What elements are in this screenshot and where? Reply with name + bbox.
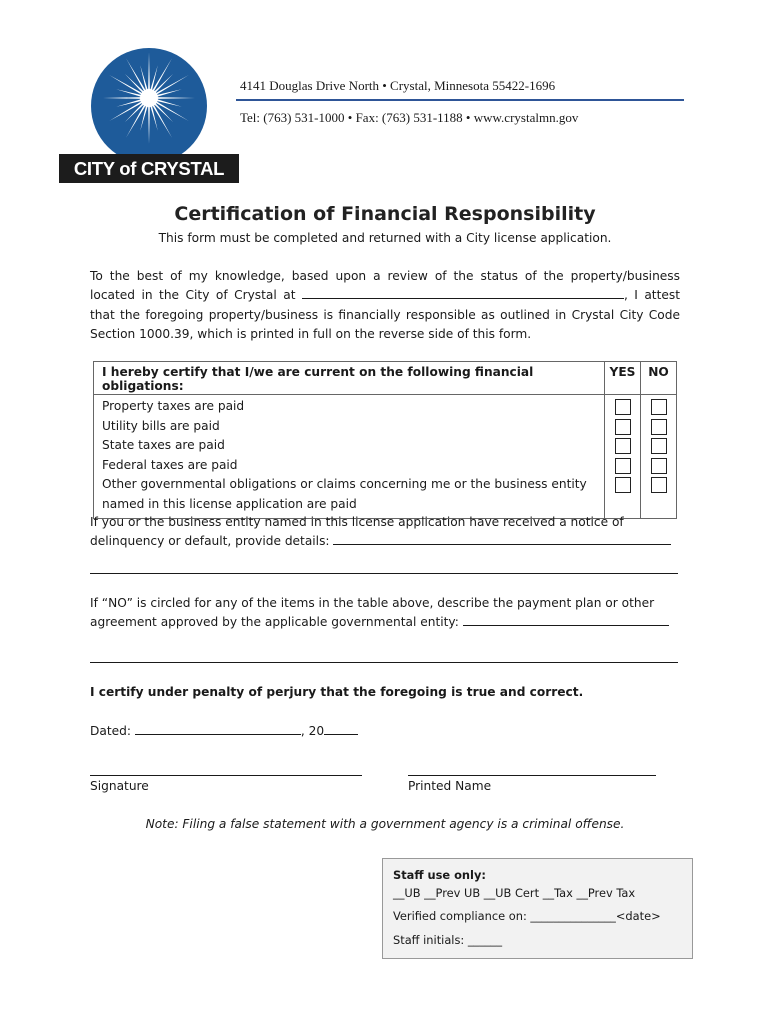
dated-label: Dated: (90, 724, 135, 738)
staff-initials: Staff initials: ______ (393, 932, 503, 947)
yes-checkbox-state-taxes[interactable] (615, 438, 631, 454)
yes-column-header: YES (605, 362, 641, 395)
payment-plan-line[interactable] (90, 662, 678, 663)
no-checkbox-other-obligations[interactable] (651, 477, 667, 493)
staff-verified: Verified compliance on: _______________<date> (393, 909, 661, 923)
printed-name-line[interactable] (408, 775, 656, 776)
yes-checkbox-other-obligations[interactable] (615, 477, 631, 493)
property-address-field[interactable] (302, 287, 624, 299)
staff-box-title: Staff use only: (393, 868, 486, 882)
sunburst-center (140, 89, 158, 107)
staff-checks: __UB __Prev UB __UB Cert __Tax __Prev Tax (393, 885, 636, 900)
year-prefix: , 20 (300, 724, 325, 738)
obligation-items (94, 395, 605, 519)
delinquency-text: If you or the business entity named in this license application have received a notice of delinquency or default, provide details: (90, 515, 624, 548)
signature-label: Signature (90, 779, 149, 793)
payment-plan-paragraph (90, 594, 680, 632)
delinquency-paragraph (90, 513, 680, 551)
intro-text-2: , I attest that the foregoing property/business is financially responsible as outlined in Crystal City Code Section 1000.39, which is printed in full on the reverse side of this form. (90, 288, 680, 342)
header-divider (236, 99, 684, 101)
payment-plan-text: If “NO” is circled for any of the items in the table above, describe the payment plan or other agreement approved by the applicable governmental entity: (90, 596, 655, 629)
table-header: I hereby certify that I/we are current on the following financial obligations: (94, 362, 605, 395)
sunburst-icon (91, 48, 207, 164)
intro-text-1: To the best of my knowledge, based upon a review of the status of the property/business located in the City of Crystal at (90, 269, 680, 303)
false-statement-note: Note: Filing a false statement with a government agency is a criminal offense. (145, 817, 625, 831)
no-checkbox-state-taxes[interactable] (651, 438, 667, 454)
staff-use-box (382, 858, 693, 959)
yes-checkbox-property-taxes[interactable] (615, 399, 631, 415)
contact-line: Tel: (763) 531-1000 • Fax: (763) 531-1188 • www.crystalmn.gov (240, 110, 579, 125)
obligation-item: State taxes are paid (102, 438, 225, 453)
yes-checkbox-utility-bills[interactable] (615, 419, 631, 435)
no-checkbox-utility-bills[interactable] (651, 419, 667, 435)
no-column (641, 395, 677, 519)
year-field[interactable] (324, 723, 358, 735)
intro-paragraph (90, 267, 680, 345)
obligation-item: Property taxes are paid (102, 399, 245, 413)
obligation-item: Utility bills are paid (102, 418, 220, 433)
obligation-item: Federal taxes are paid (102, 457, 238, 472)
yes-checkbox-federal-taxes[interactable] (615, 458, 631, 474)
date-field[interactable] (135, 723, 301, 735)
form-subtitle: This form must be completed and returned with a City license application. (158, 231, 612, 245)
yes-column (605, 395, 641, 519)
delinquency-details-line[interactable] (90, 573, 678, 574)
payment-plan-field[interactable] (463, 614, 669, 626)
certification-statement: I certify under penalty of perjury that the foregoing is true and correct. (90, 685, 584, 699)
form-title: Certification of Financial Responsibility (174, 203, 596, 225)
city-logo (59, 48, 239, 183)
signature-line[interactable] (90, 775, 362, 776)
no-checkbox-federal-taxes[interactable] (651, 458, 667, 474)
dated-row (90, 723, 358, 738)
obligations-table (93, 361, 677, 519)
delinquency-details-field[interactable] (333, 533, 671, 545)
obligation-item: Other governmental obligations or claims concerning me or the business entity named in this license application are paid (102, 477, 587, 511)
logo-text: CITY of CRYSTAL (59, 154, 239, 183)
no-column-header: NO (641, 362, 677, 395)
no-checkbox-property-taxes[interactable] (651, 399, 667, 415)
printed-name-label: Printed Name (408, 779, 492, 793)
address-line: 4141 Douglas Drive North • Crystal, Minnesota 55422-1696 (240, 78, 556, 93)
